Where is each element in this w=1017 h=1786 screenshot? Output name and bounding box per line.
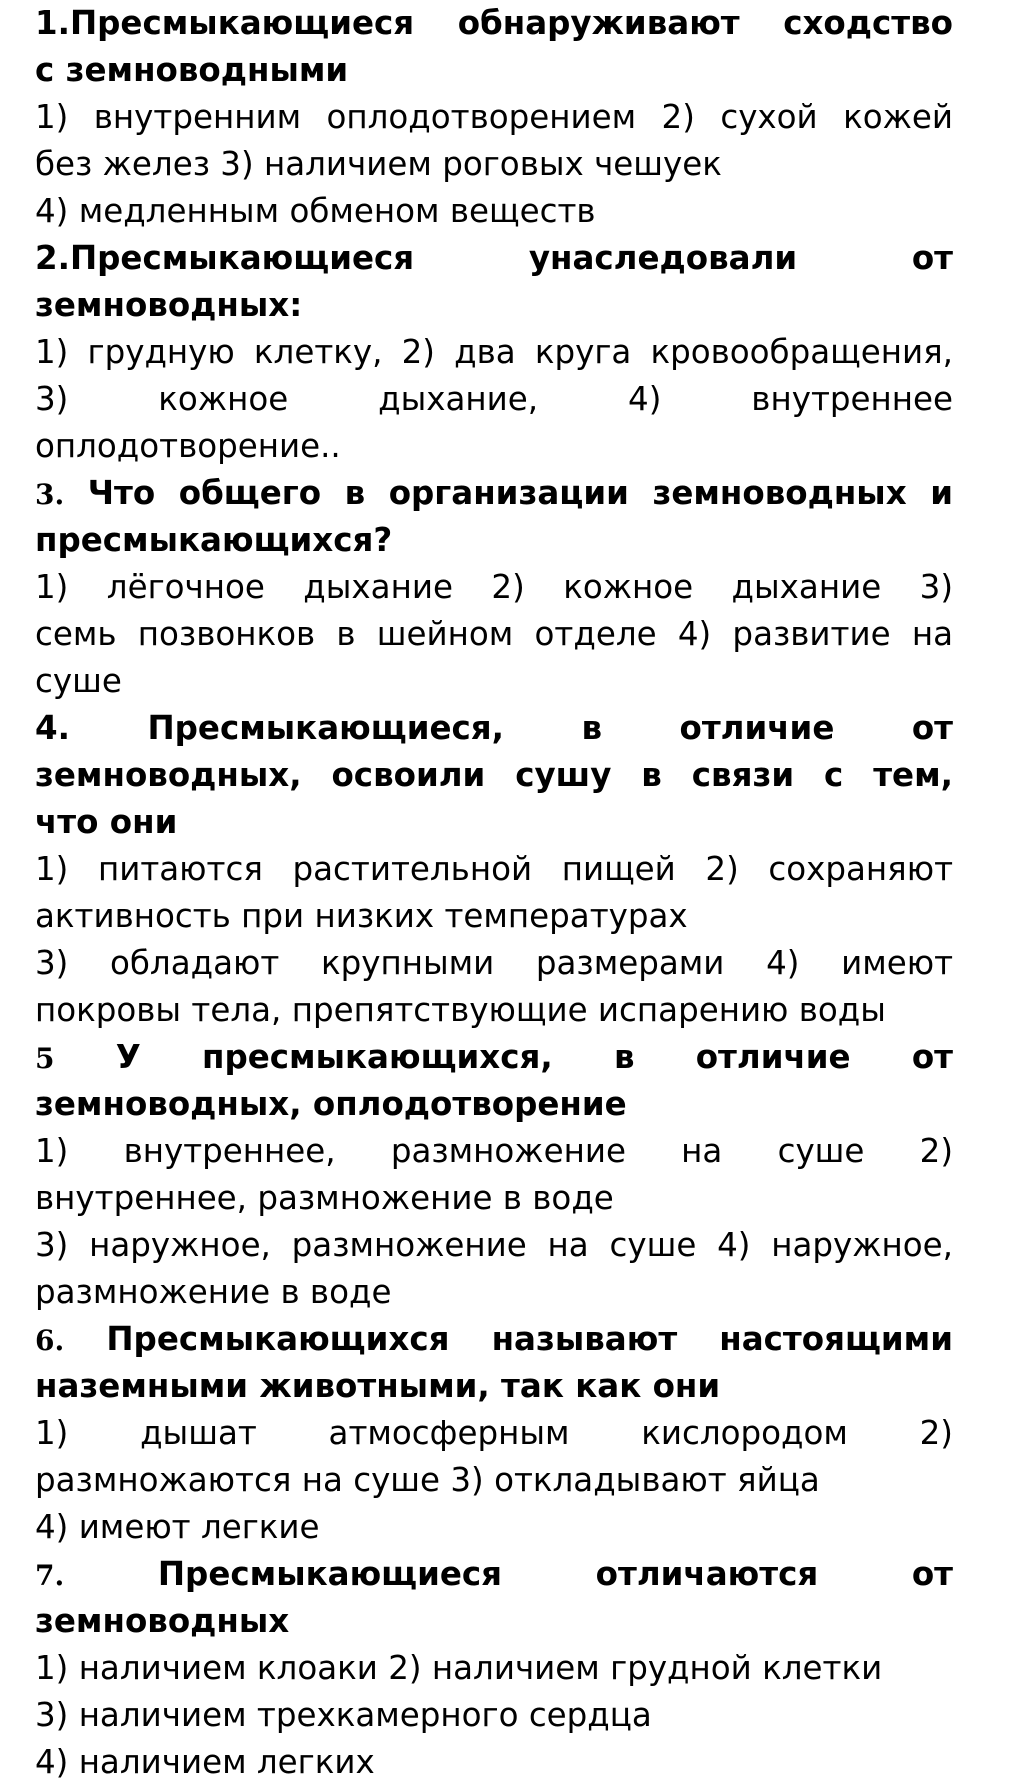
question-2-answer-line-2: 3) кожное дыхание, 4) внутреннее: [35, 380, 953, 418]
question-2-number: 2.: [35, 239, 70, 277]
question-5-number: 5: [35, 1042, 55, 1075]
question-5-answer-line-2: внутреннее, размножение в воде: [35, 1179, 614, 1217]
question-6: [35, 1316, 953, 1551]
question-2-answer-line-1: 1) грудную клетку, 2) два круга кровообращения,: [35, 333, 953, 371]
question-1-number: 1.: [35, 4, 70, 42]
question-6-line-1: 6. Пресмыкающихся называют настоящими: [35, 1320, 953, 1358]
question-3: [35, 470, 953, 705]
question-4-line-2: земноводных, освоили сушу в связи с тем,: [35, 756, 953, 794]
question-4-line-3: что они: [35, 803, 178, 841]
question-4-answer-line-2: активность при низких температурах: [35, 897, 688, 935]
question-5: [35, 1034, 953, 1316]
question-1-answer-line-2: без желез 3) наличием роговых чешуек: [35, 145, 722, 183]
question-3-answer-line-1: 1) лёгочное дыхание 2) кожное дыхание 3): [35, 568, 953, 606]
question-2-line-1: 2.Пресмыкающиеся унаследовали от: [35, 239, 953, 277]
question-7-line-2: земноводных: [35, 1602, 290, 1640]
question-1: [35, 0, 953, 235]
question-7: [35, 1551, 953, 1786]
question-5-line-1: 5 У пресмыкающихся, в отличие от: [35, 1038, 953, 1076]
question-7-line-1: 7. Пресмыкающиеся отличаются от: [35, 1555, 953, 1593]
question-7-answer-line-2: 3) наличием трехкамерного сердца: [35, 1696, 652, 1734]
question-6-line-2: наземными животными, так как они: [35, 1367, 721, 1405]
question-1-line-2: с земноводными: [35, 51, 349, 89]
question-3-line-1: 3. Что общего в организации земноводных и: [35, 474, 953, 512]
question-3-answer-line-3: суше: [35, 662, 122, 700]
question-5-answer-line-4: размножение в воде: [35, 1273, 392, 1311]
question-7-answer-line-1: 1) наличием клоаки 2) наличием грудной клетки: [35, 1649, 883, 1687]
question-7-number: 7.: [35, 1559, 65, 1592]
question-5-answer-line-3: 3) наружное, размножение на суше 4) наружное,: [35, 1226, 953, 1264]
quiz-document: [35, 0, 953, 1786]
question-1-answer-line-1: 1) внутренним оплодотворением 2) сухой кожей: [35, 98, 953, 136]
question-6-answer-line-3: 4) имеют легкие: [35, 1508, 320, 1546]
question-4: [35, 705, 953, 1034]
question-5-line-2: земноводных, оплодотворение: [35, 1085, 627, 1123]
question-1-line-1: 1.Пресмыкающиеся обнаруживают сходство: [35, 4, 953, 42]
question-6-number: 6.: [35, 1324, 65, 1357]
question-4-line-1: 4. Пресмыкающиеся, в отличие от: [35, 709, 953, 747]
question-7-answer-line-3: 4) наличием легких: [35, 1743, 375, 1781]
question-3-line-2: пресмыкающихся?: [35, 521, 393, 559]
question-4-answer-line-1: 1) питаются растительной пищей 2) сохраняют: [35, 850, 953, 888]
question-2-answer-line-3: оплодотворение..: [35, 427, 341, 465]
question-3-answer-line-2: семь позвонков в шейном отделе 4) развитие на: [35, 615, 953, 653]
question-3-number: 3.: [35, 478, 65, 511]
question-4-answer-line-3: 3) обладают крупными размерами 4) имеют: [35, 944, 953, 982]
question-2-line-2: земноводных:: [35, 286, 303, 324]
question-4-answer-line-4: покровы тела, препятствующие испарению воды: [35, 991, 886, 1029]
question-1-answer-line-3: 4) медленным обменом веществ: [35, 192, 596, 230]
question-2: [35, 235, 953, 470]
question-6-answer-line-1: 1) дышат атмосферным кислородом 2): [35, 1414, 953, 1452]
question-6-answer-line-2: размножаются на суше 3) откладывают яйца: [35, 1461, 820, 1499]
question-4-number: 4.: [35, 709, 70, 747]
question-5-answer-line-1: 1) внутреннее, размножение на суше 2): [35, 1132, 953, 1170]
